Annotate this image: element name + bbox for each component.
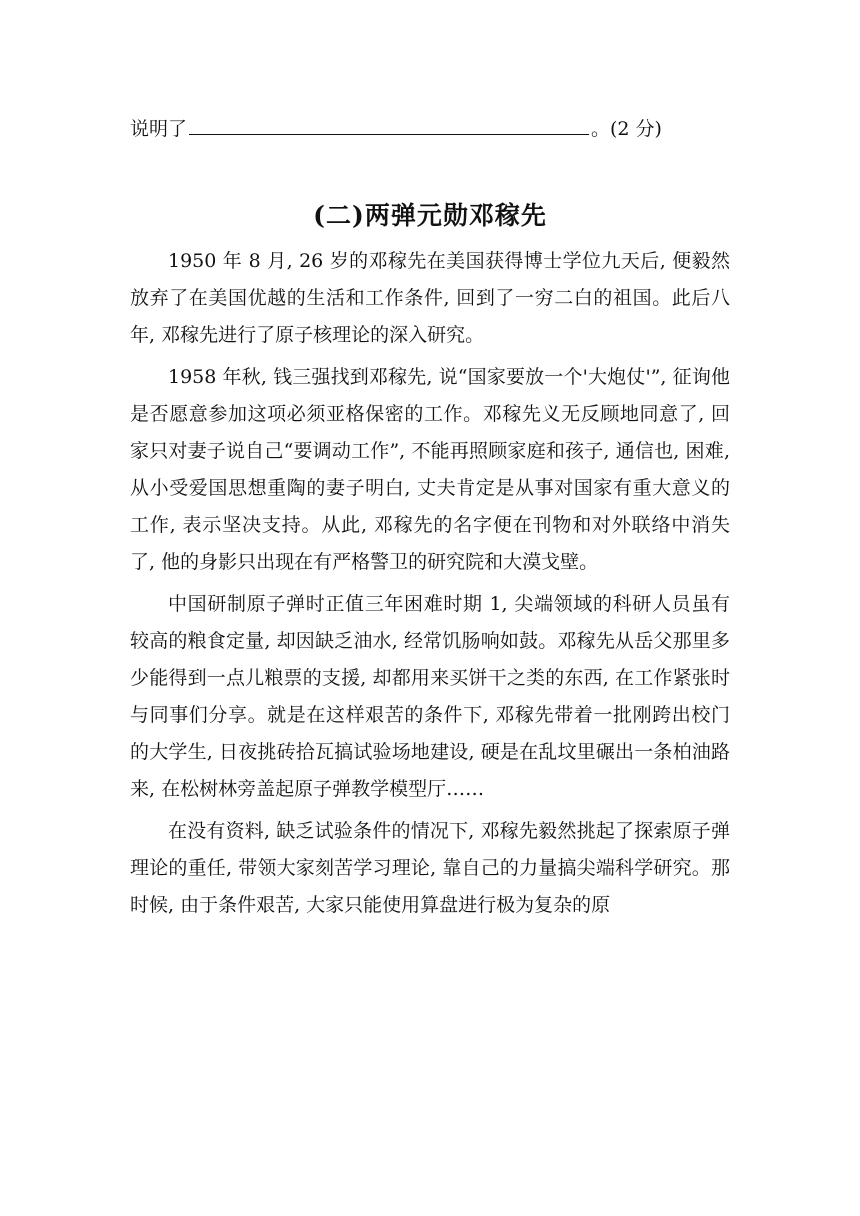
question-prefix: 说明了 [130,118,188,140]
answer-blank[interactable] [189,112,589,135]
question-suffix: 。(2 分) [591,118,662,140]
paragraph-2: 1958 年秋, 钱三强找到邓稼先, 说“国家要放一个'大炮仗'”, 征询他是否愿意参加这项必须亚格保密的工作。邓稼先义无反顾地同意了, 回家只对妻子说自己“要调动工作”, 不能再照顾家庭和孩子, 通信也, 困难, 从小受爱国思想重陶的妻子明白, 丈夫肯定是从事对国家有重大意义的工作, 表示坚决支持。从此, 邓稼先的名字便在刊物和对外联络中消失了, 他的身影只出现在有严格警卫的研究院和大漠戈壁。 [130,366,730,573]
section-title: (二)两弹元勋邓稼先 [313,201,547,230]
paragraph-3: 中国研制原子弹时正值三年困难时期 1, 尖端领域的科研人员虽有较高的粮食定量, 却因缺乏油水, 经常饥肠响如鼓。邓稼先从岳父那里多少能得到一点儿粮票的支援, 却都用来买饼干之类的东西, 在工作紧张时与同事们分享。就是在这样艰苦的条件下, 邓稼先带着一批刚跨出校门的大学生, 日夜挑砖拾瓦搞试验场地建设, 硬是在乱坟里碾出一条柏油路来, 在松树林旁盖起原子弹教学模型厅…… [130,593,730,800]
paragraph-4: 在没有资料, 缺乏试验条件的情况下, 邓稼先毅然挑起了探索原子弹理论的重任, 带领大家刻苦学习理论, 靠自己的力量搞尖端科学研究。那时候, 由于条件艰苦, 大家只能使用算盘进行极为复杂的原 [130,820,730,916]
article-body [130,243,730,929]
paragraph-1: 1950 年 8 月, 26 岁的邓稼先在美国获得博士学位九天后, 便毅然放弃了在美国优越的生活和工作条件, 回到了一穷二白的祖国。此后八年, 邓稼先进行了原子核理论的深入研究。 [130,250,730,346]
question-answer-line [130,112,662,144]
